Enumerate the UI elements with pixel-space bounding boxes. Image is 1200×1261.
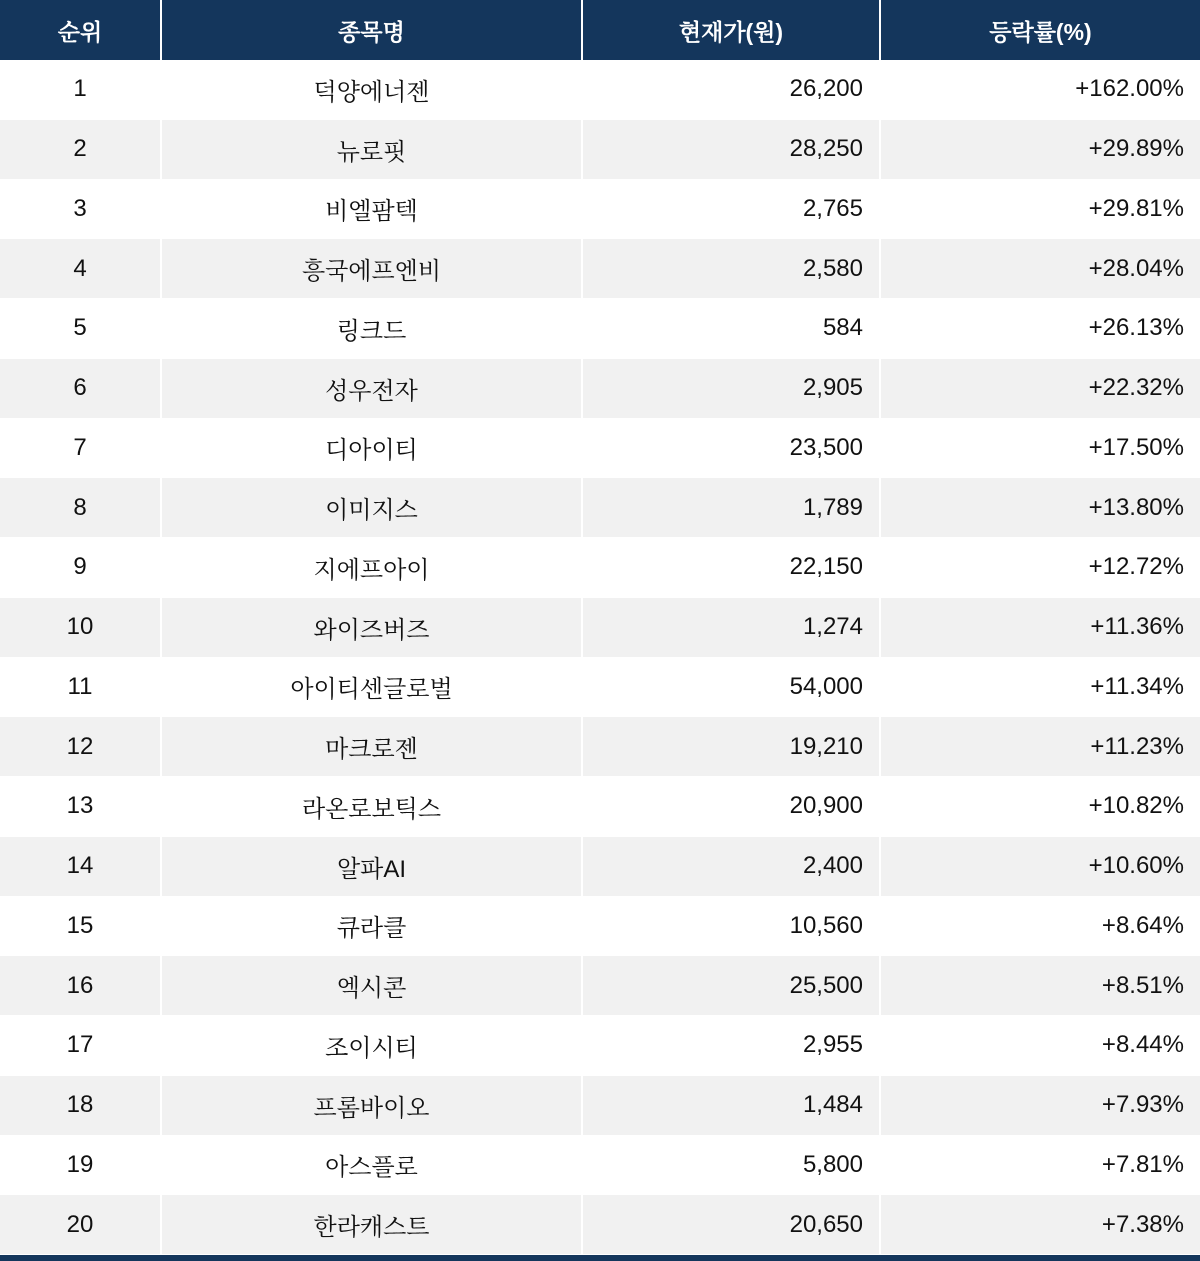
table-row	[0, 658, 1200, 718]
rank-cell: 6	[0, 359, 162, 418]
rank-cell: 15	[0, 897, 162, 956]
table-row	[0, 1016, 1200, 1076]
change-cell: +8.51%	[1101, 971, 1184, 999]
change-cell: +10.60%	[1088, 852, 1184, 880]
price-cell: 23,500	[583, 419, 881, 478]
table-row	[0, 1136, 1200, 1196]
table-header-row	[0, 0, 1200, 60]
header-price: 현재가(원)	[583, 0, 881, 60]
price-cell: 2,580	[583, 239, 881, 298]
name-cell: 엑시콘	[162, 956, 583, 1015]
price-cell: 54,000	[583, 658, 881, 717]
price-cell: 2,905	[583, 359, 881, 418]
change-cell: +8.44%	[1101, 1031, 1184, 1059]
rank-cell: 12	[0, 717, 162, 776]
table-row	[0, 478, 1200, 538]
rank-cell: 16	[0, 956, 162, 1015]
rank-cell: 3	[0, 180, 162, 239]
rank-cell: 11	[0, 658, 162, 717]
rank-cell: 14	[0, 837, 162, 896]
name-cell: 큐라클	[162, 897, 583, 956]
table-row	[0, 1195, 1200, 1255]
name-cell: 덕양에너젠	[162, 60, 583, 119]
name-cell: 이미지스	[162, 478, 583, 537]
name-cell: 성우전자	[162, 359, 583, 418]
change-cell: +8.64%	[1101, 911, 1184, 939]
change-cell: +17.50%	[1088, 433, 1184, 461]
change-cell: +7.81%	[1101, 1150, 1184, 1178]
change-cell: +11.36%	[1090, 613, 1184, 641]
price-cell: 10,560	[583, 897, 881, 956]
price-cell: 1,484	[583, 1076, 881, 1135]
name-cell: 조이시티	[162, 1016, 583, 1075]
table-row	[0, 956, 1200, 1016]
rank-cell: 8	[0, 478, 162, 537]
rank-cell: 9	[0, 538, 162, 597]
table-row	[0, 717, 1200, 777]
name-cell: 마크로젠	[162, 717, 583, 776]
table-row	[0, 239, 1200, 299]
price-cell: 1,274	[583, 598, 881, 657]
name-cell: 아스플로	[162, 1136, 583, 1195]
change-cell: +10.82%	[1088, 792, 1184, 820]
table-row	[0, 60, 1200, 120]
table-row	[0, 419, 1200, 479]
table-row	[0, 598, 1200, 658]
price-cell: 26,200	[583, 60, 881, 119]
change-cell: +7.38%	[1101, 1210, 1184, 1238]
price-cell: 19,210	[583, 717, 881, 776]
price-cell: 22,150	[583, 538, 881, 597]
price-cell: 584	[583, 299, 881, 358]
price-cell: 1,789	[583, 478, 881, 537]
rank-cell: 2	[0, 120, 162, 179]
change-cell: +7.93%	[1101, 1091, 1184, 1119]
name-cell: 와이즈버즈	[162, 598, 583, 657]
change-cell: +22.32%	[1088, 374, 1184, 402]
price-cell: 28,250	[583, 120, 881, 179]
header-rank: 순위	[0, 0, 162, 60]
change-cell: +26.13%	[1088, 314, 1184, 342]
header-change: 등락률(%)	[989, 18, 1092, 45]
table-row	[0, 897, 1200, 957]
price-cell: 25,500	[583, 956, 881, 1015]
rank-cell: 18	[0, 1076, 162, 1135]
name-cell: 프롬바이오	[162, 1076, 583, 1135]
change-cell: +29.81%	[1088, 194, 1184, 222]
name-cell: 라온로보틱스	[162, 777, 583, 836]
table-row	[0, 538, 1200, 598]
name-cell: 뉴로핏	[162, 120, 583, 179]
change-cell: +12.72%	[1088, 553, 1184, 581]
price-cell: 2,400	[583, 837, 881, 896]
name-cell: 알파AI	[162, 837, 583, 896]
table-row	[0, 1076, 1200, 1136]
name-cell: 아이티센글로벌	[162, 658, 583, 717]
table-row	[0, 359, 1200, 419]
table-row	[0, 777, 1200, 837]
table-row	[0, 180, 1200, 240]
change-cell: +13.80%	[1088, 493, 1184, 521]
name-cell: 디아이티	[162, 419, 583, 478]
rank-cell: 5	[0, 299, 162, 358]
rank-cell: 7	[0, 419, 162, 478]
name-cell: 링크드	[162, 299, 583, 358]
rank-cell: 19	[0, 1136, 162, 1195]
table-row	[0, 120, 1200, 180]
price-cell: 2,955	[583, 1016, 881, 1075]
table-bottom-border	[0, 1255, 1200, 1261]
rank-cell: 10	[0, 598, 162, 657]
change-cell: +28.04%	[1088, 254, 1184, 282]
name-cell: 지에프아이	[162, 538, 583, 597]
price-cell: 20,900	[583, 777, 881, 836]
header-name: 종목명	[162, 0, 583, 60]
rank-cell: 1	[0, 60, 162, 119]
rank-cell: 13	[0, 777, 162, 836]
price-cell: 2,765	[583, 180, 881, 239]
change-cell: +162.00%	[1075, 75, 1184, 103]
rank-cell: 4	[0, 239, 162, 298]
table-row	[0, 299, 1200, 359]
change-cell: +11.34%	[1090, 672, 1184, 700]
table-row	[0, 837, 1200, 897]
rank-cell: 17	[0, 1016, 162, 1075]
price-cell: 20,650	[583, 1195, 881, 1254]
rank-cell: 20	[0, 1195, 162, 1254]
name-cell: 비엘팜텍	[162, 180, 583, 239]
name-cell: 흥국에프엔비	[162, 239, 583, 298]
name-cell: 한라캐스트	[162, 1195, 583, 1254]
table-body	[0, 60, 1200, 1255]
change-cell: +29.89%	[1088, 135, 1184, 163]
price-cell: 5,800	[583, 1136, 881, 1195]
change-cell: +11.23%	[1090, 732, 1184, 760]
